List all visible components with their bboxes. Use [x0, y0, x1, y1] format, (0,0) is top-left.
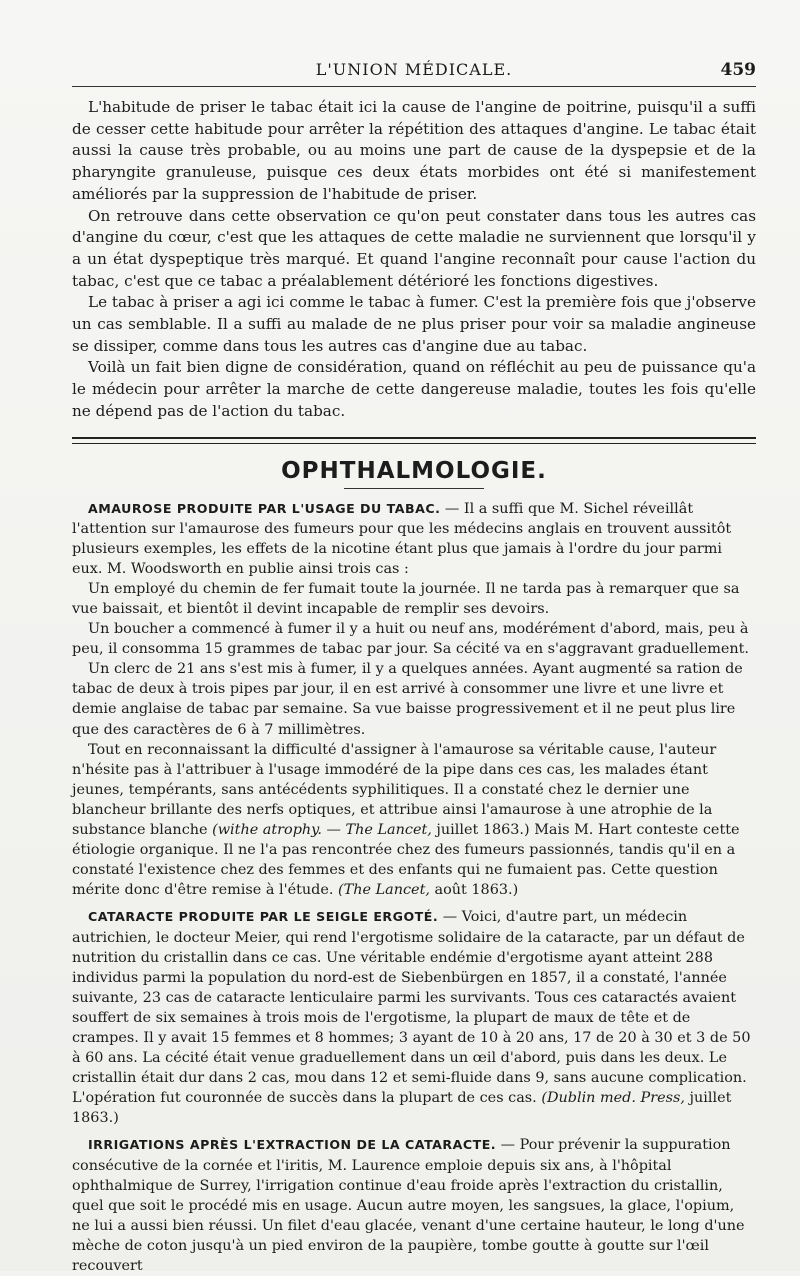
paragraph: Voilà un fait bien digne de considération, quand on réfléchit au peu de puissance qu'a le médecin pour arrêter la marche de cette dangereuse maladie, toutes les fois qu'elle ne dépend pas de l'action du tabac. — [72, 358, 756, 420]
article-text: juillet 1863.) — [72, 1090, 732, 1127]
page-number: 459 — [720, 60, 756, 80]
paragraph: Le tabac à priser a agi ici comme le tabac à fumer. C'est la première fois que j'observe un cas semblable. Il a suffi au malade de ne plus priser pour voir sa maladie angineuse se dissiper, comme dans tous les autres cas d'angine due au tabac. — [72, 293, 756, 355]
case-paragraph: Un boucher a commencé à fumer il y a huit ou neuf ans, modérément d'abord, mais, peu à peu, il consomma 15 grammes de tabac par jour. Sa cécité va en s'aggravant graduellement. — [72, 621, 749, 658]
article-text: — Voici, d'autre part, un médecin autrichien, le docteur Meier, qui rend l'ergotisme solidaire de la cataracte, par un défaut de nutrition du cristallin dans ce cas. Une véritable endémie d'ergotisme ayant atteint 288 individus parmi la population du nord-est de Siebenbürgen en 1857, il a constaté, l'année suivante, 23 cas de cataracte lenticulaire parmi les survivants. Tous ces cataractés avaient souffert de six semaines à trois mois de l'ergotisme, la plupart de maux de tête et de crampes. Il y avait 15 femmes et 8 hommes; 3 ayant de 10 à 20 ans, 17 de 20 à 30 et 3 de 50 à 60 ans. La cécité était venue graduellement dans un œil d'abord, puis dans les deux. Le cristallin était dur dans 2 cas, mou dans 12 et semi-fluide dans 9, sans aucune complication. L'opération fut couronnée de succès dans la plupart de ces cas. — [72, 909, 751, 1107]
discussion-text: Tout en reconnaissant la difficulté d'assigner à l'amaurose sa véritable cause, l'auteur n'hésite pas à l'attribuer à l'usage immodéré de la pipe dans ces cas, les malades étant jeunes, tempérants, sans antécédents syphilitiques. Il a constaté chez le dernier une blancheur brillante des nerfs optiques, et attribue ainsi l'amaurose à une atrophie de la substance blanche — [72, 741, 717, 839]
article-amaurose — [72, 499, 756, 579]
ophthalmologie-section — [72, 499, 756, 1276]
article-rubric: CATARACTE PRODUITE PAR LE SEIGLE ERGOTÉ. — [88, 909, 439, 925]
discussion-text: août 1863.) — [429, 882, 519, 899]
running-title: L'UNION MÉDICALE. — [315, 60, 513, 79]
discussion-paragraph — [72, 740, 756, 901]
citation: (The Lancet, — [338, 882, 430, 899]
article-cataracte — [72, 907, 756, 1128]
paragraph: L'habitude de priser le tabac était ici la cause de l'angine de poitrine, puisqu'il a suffi de cesser cette habitude pour arrêter la répétition des attaques d'angine. Le tabac était aussi la cause très probable, ou au moins une part de cause de la dyspepsie et de la pharyngite granuleuse, puisque ces deux états morbides ont été si manifestement améliorés par la suppression de l'habitude de priser. — [72, 98, 756, 203]
article-rubric: AMAUROSE PRODUITE PAR L'USAGE DU TABAC. — [88, 500, 441, 516]
angine-conclusion — [72, 97, 756, 423]
section-divider — [72, 437, 756, 444]
citation: (withe atrophy. — The Lancet, — [212, 822, 432, 839]
case-paragraph: Un employé du chemin de fer fumait toute la journée. Il ne tarda pas à remarquer que sa vue baissait, et bientôt il devint incapable de remplir ses devoirs. — [72, 580, 740, 618]
article-text: — Pour prévenir la suppuration consécutive de la cornée et l'iritis, M. Laurence emploie depuis six ans, à l'hôpital ophthalmique de Surrey, l'irrigation continue d'eau froide après l'extraction du cristallin, quel que soit le procédé mis en usage. Aucun autre moyen, les sangsues, la glace, l'opium, ne lui a aussi bien réussi. Un filet d'eau glacée, venant d'une certaine hauteur, le long d'une mèche de coton jusqu'à un pied environ de la paupière, tombe goutte à goutte sur l'œil recouvert — [72, 1137, 745, 1275]
citation: (Dublin med. Press, — [541, 1090, 685, 1107]
discussion-text: juillet 1863.) Mais M. Hart conteste cette étiologie organique. Il ne l'a pas rencontrée chez des fumeurs passionnés, tandis qu'il en a constaté l'existence chez des femmes et des enfants qui ne fumaient pas. Cette question mérite donc d'être remise à l'étude. — [72, 822, 740, 899]
article-rubric: IRRIGATIONS APRÈS L'EXTRACTION DE LA CATARACTE. — [88, 1137, 497, 1153]
page-header — [72, 52, 756, 87]
section-title: OPHTHALMOLOGIE. — [281, 457, 547, 484]
paragraph: On retrouve dans cette observation ce qu'on peut constater dans tous les autres cas d'angine du cœur, c'est que les attaques de cette maladie ne surviennent que lorsqu'il y a un état dyspeptique très marqué. Et quand l'angine reconnaît pour cause l'action du tabac, c'est que ce tabac a préalablement détérioré les fonctions digestives. — [72, 206, 756, 290]
article-lead: — Il a suffi que M. Sichel réveillât l'attention sur l'amaurose des fumeurs pour que les médecins anglais en trouvent aussitôt plusieurs exemples, les effets de la nicotine étant plus que jamais à l'ordre du jour parmi eux. M. Woodsworth en publie ainsi trois cas : — [72, 500, 732, 577]
article-irrigations — [72, 1135, 756, 1276]
title-underline — [344, 488, 484, 489]
case-paragraph: Un clerc de 21 ans s'est mis à fumer, il y a quelques années. Ayant augmenté sa ration de tabac de deux à trois pipes par jour, il en est arrivé à consommer une livre et une livre et demie anglaise de tabac par semaine. Sa vue baisse progressivement et il ne peut plus lire que des caractères de 6 à 7 millimètres. — [72, 661, 743, 738]
